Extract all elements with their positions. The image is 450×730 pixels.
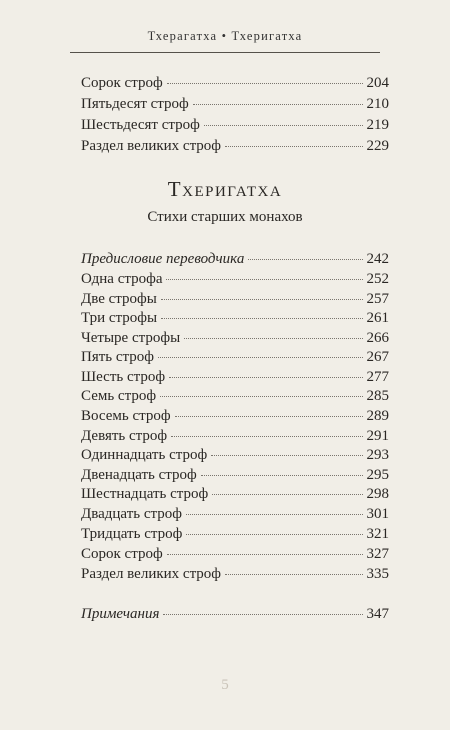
toc-entry-preface[interactable] — [81, 250, 389, 270]
toc-entry-page: 204 — [366, 75, 389, 91]
leader-dots — [167, 554, 363, 555]
page-number: 5 — [221, 677, 229, 693]
toc-entry-label: Одна строфа — [81, 271, 163, 287]
toc-entry[interactable] — [81, 329, 389, 349]
toc-entry-label: Тридцать строф — [81, 526, 183, 542]
toc-entry[interactable] — [81, 446, 389, 466]
toc-entry-page: 327 — [366, 546, 389, 562]
toc-entry-page: 298 — [366, 486, 389, 502]
leader-dots — [163, 614, 362, 615]
leader-dots — [161, 318, 362, 319]
toc-entry[interactable] — [81, 74, 389, 94]
toc-entry-page: 295 — [366, 467, 389, 483]
leader-dots — [167, 83, 363, 84]
leader-dots — [166, 279, 362, 280]
toc-entry[interactable] — [81, 485, 389, 505]
leader-dots — [248, 259, 362, 260]
leader-dots — [204, 125, 363, 126]
toc-entry-page: 229 — [366, 138, 389, 154]
section-title: Тхеригатха — [167, 177, 283, 201]
toc-entry-page: 347 — [366, 606, 389, 622]
toc-entry-page: 285 — [366, 388, 389, 404]
toc-entry-page: 261 — [366, 310, 389, 326]
toc-entry-label: Семь строф — [81, 388, 157, 404]
toc-entry-label: Одиннадцать строф — [81, 447, 208, 463]
toc-entry-label: Четыре строфы — [81, 330, 181, 346]
leader-dots — [201, 475, 363, 476]
toc-entry[interactable] — [81, 309, 389, 329]
leader-dots — [193, 104, 363, 105]
toc-entry[interactable] — [81, 137, 389, 157]
toc-entry-page: 257 — [366, 291, 389, 307]
toc-entry-page: 321 — [366, 526, 389, 542]
leader-dots — [186, 514, 363, 515]
toc-entry-label: Сорок строф — [81, 546, 163, 562]
toc-entry-label: Шестнадцать строф — [81, 486, 209, 502]
toc-entry[interactable] — [81, 116, 389, 136]
toc-entry-page: 252 — [366, 271, 389, 287]
toc-entry-label: Три строфы — [81, 310, 158, 326]
toc-entry-page: 335 — [366, 566, 389, 582]
running-head: Тхерагатха • Тхеригатха — [147, 29, 303, 43]
toc-entry-page: 210 — [366, 96, 389, 112]
leader-dots — [212, 494, 362, 495]
section-subtitle: Стихи старших монахов — [147, 209, 303, 225]
toc-entry-page: 267 — [366, 349, 389, 365]
toc-entry-label: Двенадцать строф — [81, 467, 197, 483]
leader-dots — [169, 377, 362, 378]
leader-dots — [225, 146, 362, 147]
toc-entry-page: 291 — [366, 428, 389, 444]
toc-entry[interactable] — [81, 348, 389, 368]
toc-entry-page: 242 — [366, 251, 389, 267]
leader-dots — [211, 455, 362, 456]
leader-dots — [158, 357, 363, 358]
toc-entry-label: Предисловие переводчика — [81, 251, 245, 267]
toc-entry-label: Двадцать строф — [81, 506, 182, 522]
toc-entry-label: Шесть строф — [81, 369, 166, 385]
toc-entry[interactable] — [81, 387, 389, 407]
toc-entry-page: 219 — [366, 117, 389, 133]
toc-entry-page: 289 — [366, 408, 389, 424]
toc-entry-notes[interactable] — [81, 605, 389, 625]
toc-entry-label: Шестьдесят строф — [81, 117, 200, 133]
leader-dots — [161, 299, 363, 300]
toc-entry-label: Раздел великих строф — [81, 138, 222, 154]
leader-dots — [175, 416, 363, 417]
toc-entry-label: Пять строф — [81, 349, 154, 365]
toc-entry-label: Две строфы — [81, 291, 157, 307]
toc-entry[interactable] — [81, 565, 389, 585]
toc-entry[interactable] — [81, 427, 389, 447]
toc-entry[interactable] — [81, 466, 389, 486]
leader-dots — [171, 436, 362, 437]
toc-entry-label: Восемь строф — [81, 408, 171, 424]
toc-entry[interactable] — [81, 407, 389, 427]
toc-entry[interactable] — [81, 368, 389, 388]
toc-entry[interactable] — [81, 505, 389, 525]
toc-entry-label: Пятьдесят строф — [81, 96, 189, 112]
toc-entry-label: Сорок строф — [81, 75, 163, 91]
toc-entry[interactable] — [81, 545, 389, 565]
header-rule — [70, 52, 380, 53]
toc-entry[interactable] — [81, 525, 389, 545]
toc-entry-label: Примечания — [81, 606, 160, 622]
toc-entry-page: 266 — [366, 330, 389, 346]
toc-entry-label: Раздел великих строф — [81, 566, 222, 582]
toc-entry-label: Девять строф — [81, 428, 168, 444]
toc-entry-page: 293 — [366, 447, 389, 463]
toc-entry-page: 277 — [366, 369, 389, 385]
toc-entry[interactable] — [81, 290, 389, 310]
leader-dots — [160, 396, 362, 397]
leader-dots — [186, 534, 362, 535]
leader-dots — [184, 338, 362, 339]
toc-entry[interactable] — [81, 270, 389, 290]
leader-dots — [225, 574, 362, 575]
toc-entry-page: 301 — [366, 506, 389, 522]
toc-entry[interactable] — [81, 95, 389, 115]
